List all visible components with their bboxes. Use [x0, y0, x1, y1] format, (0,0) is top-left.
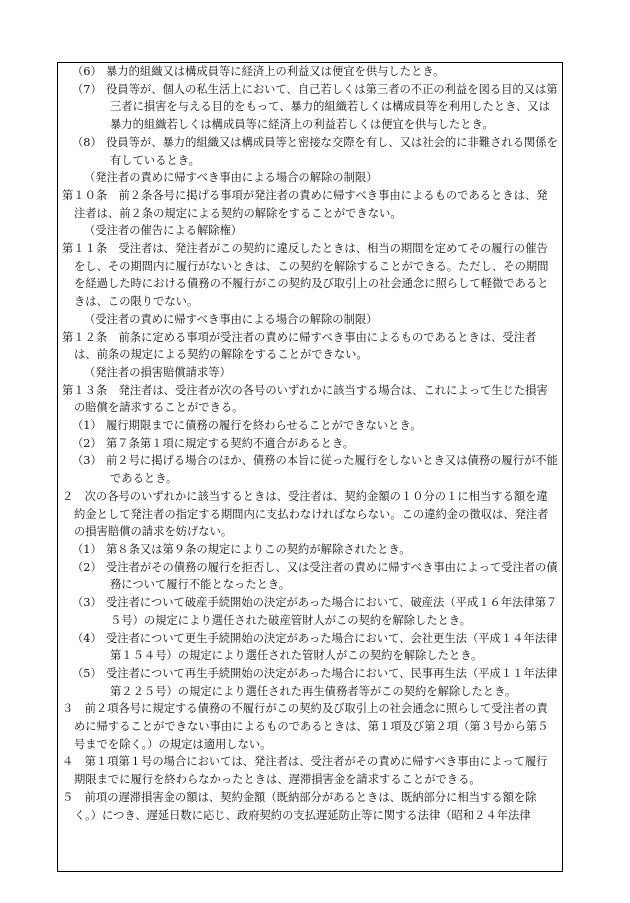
item-text: 履行期限までに債務の履行を終わらせることができないとき。: [106, 419, 422, 433]
document-page: [57, 62, 563, 872]
article-caption: （受注者の催告による解除権）: [84, 224, 243, 238]
item-number: （3）: [72, 596, 102, 610]
paragraph-text: ４ 第１項第１号の場合においては、発注者は、受注者がその責めに帰すべき事由によって履行期限までに履行を終わらなかったときは、遅滞損害金を請求することができる。: [62, 755, 548, 787]
item-number: （8）: [72, 135, 102, 149]
item-number: （5）: [72, 666, 102, 680]
contract-text: [58, 63, 562, 824]
item-number: （6）: [72, 65, 102, 78]
item-number: （1）: [72, 542, 102, 556]
article-caption: （発注者の損害賠償請求等）: [84, 365, 231, 379]
item-text: 受注者について更生手続開始の決定があった場合において、会社更生法（平成１４年法律第１５４号）の規定により選任された管財人がこの契約を解除したとき。: [106, 631, 558, 663]
item-number: （2）: [72, 436, 102, 450]
item-text: 役員等が、個人の私生活上において、自己若しくは第三者の不正の利益を図る目的又は第三者に損害を与える目的をもって、暴力的組織若しくは構成員等を利用したとき、又は暴力的組織若しくは構成員等に経済上の利益若しくは便宜を供与したとき。: [106, 82, 558, 132]
item-text: 受注者について再生手続開始の決定があった場合において、民事再生法（平成１１年法律第２２５号）の規定により選任された再生債務者等がこの契約を解除したとき。: [106, 666, 558, 698]
item-text: 暴力的組織又は構成員等に経済上の利益又は便宜を供与したとき。: [106, 65, 445, 78]
item-text: 役員等が、暴力的組織又は構成員等と密接な交際を有し、又は社会的に非難される関係を有しているとき。: [106, 135, 558, 167]
article-text: 第１２条 前条に定める事項が受注者の責めに帰すべき事由によるものであるときは、受注者は、前条の規定による契約の解除をすることができない。: [62, 330, 537, 362]
list-item: [62, 134, 558, 169]
list-item: [62, 81, 558, 134]
item-text: 第７条第１項に規定する契約不適合があるとき。: [106, 436, 355, 450]
paragraph-text: ５ 前項の遅滞損害金の額は、契約金額（既納部分があるときは、既納部分に相当する額を除く。）につき、遅延日数に応じ、政府契約の支払遅延防止等に関する法律（昭和２４年法律: [62, 790, 537, 822]
item-number: （4）: [72, 631, 102, 645]
list-item: [62, 435, 558, 453]
item-text: 受注者について破産手続開始の決定があった場合において、破産法（平成１６年法律第７５号）の規定により選任された破産管財人がこの契約を解除したとき。: [106, 596, 558, 627]
list-item: [62, 63, 558, 81]
list-item: [62, 559, 558, 594]
list-item: [62, 665, 558, 700]
list-item: [62, 541, 558, 559]
item-number: （2）: [72, 560, 102, 574]
item-text: 前２号に掲げる場合のほか、債務の本旨に従った履行をしないとき又は債務の履行が不能であるとき。: [106, 454, 558, 486]
list-item: [62, 594, 558, 629]
article-text: 第１０条 前２条各号に掲げる事項が発注者の責めに帰すべき事由によるものであるときは、発注者は、前２条の規定による契約の解除をすることができない。: [62, 188, 548, 220]
item-text: 受注者がその債務の履行を拒否し、又は受注者の責めに帰すべき事由によって受注者の債務について履行不能となったとき。: [106, 560, 558, 592]
item-number: （7）: [72, 82, 102, 96]
list-item: [62, 630, 558, 665]
list-item: [62, 417, 558, 435]
item-number: （3）: [72, 454, 102, 468]
article-text: 第１３条 発注者は、受注者が次の各号のいずれかに該当する場合は、これによって生じた損害の賠償を請求することができる。: [62, 383, 548, 415]
article-caption: （受注者の責めに帰すべき事由による場合の解除の制限）: [84, 312, 378, 326]
paragraph-text: ３ 前２項各号に規定する債務の不履行がこの契約及び取引上の社会通念に照らして受注者の責めに帰することができない事由によるものであるときは、第１項及び第２項（第３号から第５号までを除く。）の規定は適用しない。: [62, 702, 549, 751]
paragraph-text: ２ 次の各号のいずれかに該当するときは、受注者は、契約金額の１０分の１に相当する額を違約金として発注者の指定する期間内に支払わなければならない。この違約金の徴収は、発注者の損害賠償の請求を妨げない。: [62, 489, 549, 539]
item-number: （1）: [72, 419, 102, 433]
article-caption: （発注者の責めに帰すべき事由による場合の解除の制限）: [84, 171, 378, 185]
item-text: 第８条又は第９条の規定によりこの契約が解除されたとき。: [106, 542, 411, 556]
list-item: [62, 452, 558, 487]
article-text: 第１１条 受注者は、発注者がこの契約に違反したときは、相当の期間を定めてその履行の催告をし、その期間内に履行がないときは、この契約を解除することができる。ただし、その期間を経過した時における債務の不履行がこの契約及び取引上の社会通念に照らして軽微であるときは、この限りでない。: [62, 242, 549, 309]
